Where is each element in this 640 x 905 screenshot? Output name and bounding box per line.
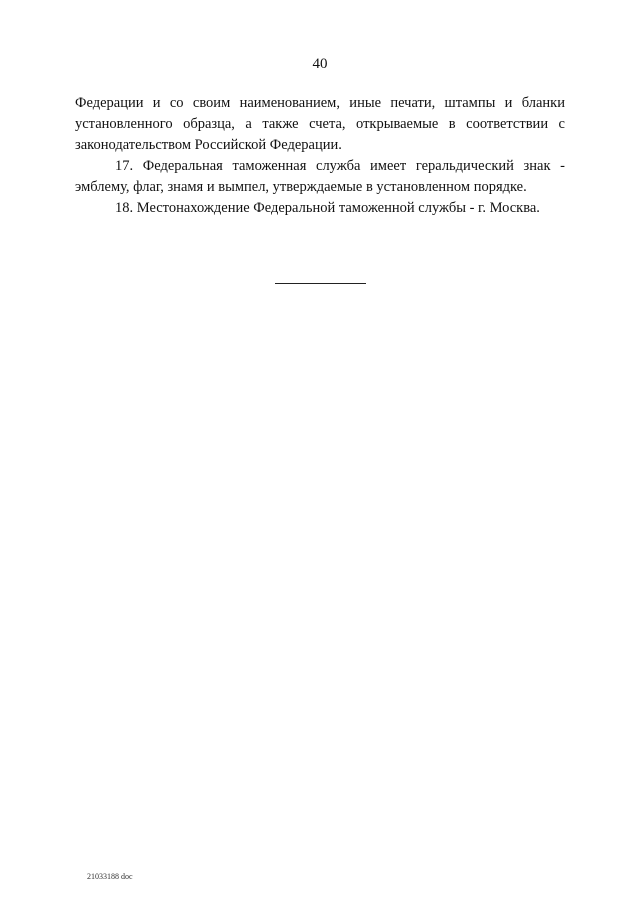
closing-rule bbox=[275, 283, 366, 284]
paragraph-18: 18. Местонахождение Федеральной таможенной службы - г. Москва. bbox=[115, 200, 540, 216]
paragraph-continuation: Федерации и со своим наименованием, иные печати, штампы и бланки установленного образца, а также счета, открываемые в соответствии с законодательством Российской Федерации. bbox=[75, 95, 565, 153]
paragraph-17: 17. Федеральная таможенная служба имеет геральдический знак - эмблему, флаг, знамя и вымпел, утверждаемые в установленном порядке. bbox=[75, 158, 565, 195]
document-body bbox=[75, 93, 565, 219]
document-code: 21033188 doc bbox=[87, 872, 133, 881]
page-number: 40 bbox=[312, 56, 328, 72]
